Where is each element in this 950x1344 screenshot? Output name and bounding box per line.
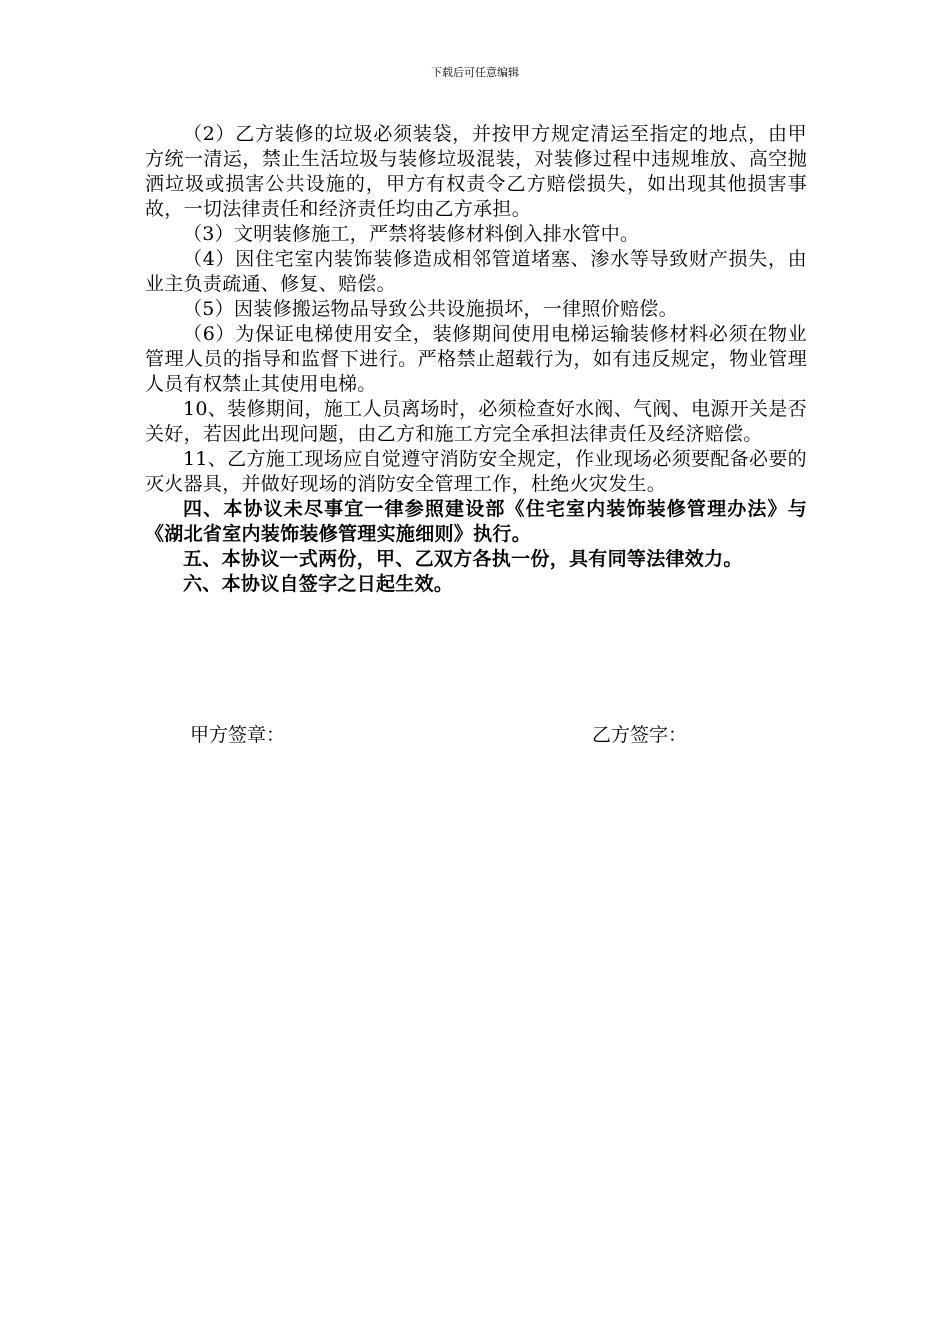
signature-line	[145, 722, 807, 748]
paragraph-clause-10: 10、装修期间，施工人员离场时，必须检查好水阀、气阀、电源开关是否关好，若因此出现问题，由乙方和施工方完全承担法律责任及经济赔偿。	[145, 398, 807, 445]
paragraph-clause-5: （5）因装修搬运物品导致公共设施损坏，一律照价赔偿。	[183, 298, 678, 320]
paragraph-clause-11: 11、乙方施工现场应自觉遵守消防安全规定，作业现场必须要配备必要的灭火器具，并做好现场的消防安全管理工作，杜绝火灾发生。	[145, 448, 807, 495]
paragraph-section-5: 五、本协议一式两份，甲、乙双方各执一份，具有同等法律效力。	[183, 548, 743, 570]
party-a-signature-label: 甲方签章：	[190, 724, 286, 746]
paragraph-clause-4: （4）因住宅室内装饰装修造成相邻管道堵塞、渗水等导致财产损失，由业主负责疏通、修复、赔偿。	[145, 248, 807, 295]
paragraph-section-6: 六、本协议自签字之日起生效。	[183, 573, 454, 595]
paragraph-clause-6: （6）为保证电梯使用安全，装修期间使用电梯运输装修材料必须在物业管理人员的指导和监督下进行。严格禁止超载行为，如有违反规定，物业管理人员有权禁止其使用电梯。	[145, 323, 807, 395]
paragraph-section-4: 四、本协议未尽事宜一律参照建设部《住宅室内装饰装修管理办法》与《湖北省室内装饰装修管理实施细则》执行。	[145, 498, 807, 545]
document-body	[145, 122, 807, 597]
paragraph-clause-3: （3）文明装修施工，严禁将装修材料倒入排水管中。	[183, 223, 640, 245]
party-b-signature-label: 乙方签字：	[592, 724, 688, 746]
paragraph-clause-2: （2）乙方装修的垃圾必须装袋，并按甲方规定清运至指定的地点，由甲方统一清运，禁止生活垃圾与装修垃圾混装，对装修过程中违规堆放、高空抛洒垃圾或损害公共设施的，甲方有权责令乙方赔偿损失，如出现其他损害事故，一切法律责任和经济责任均由乙方承担。	[145, 123, 807, 220]
page-header-note: 下载后可任意编辑	[431, 66, 519, 79]
